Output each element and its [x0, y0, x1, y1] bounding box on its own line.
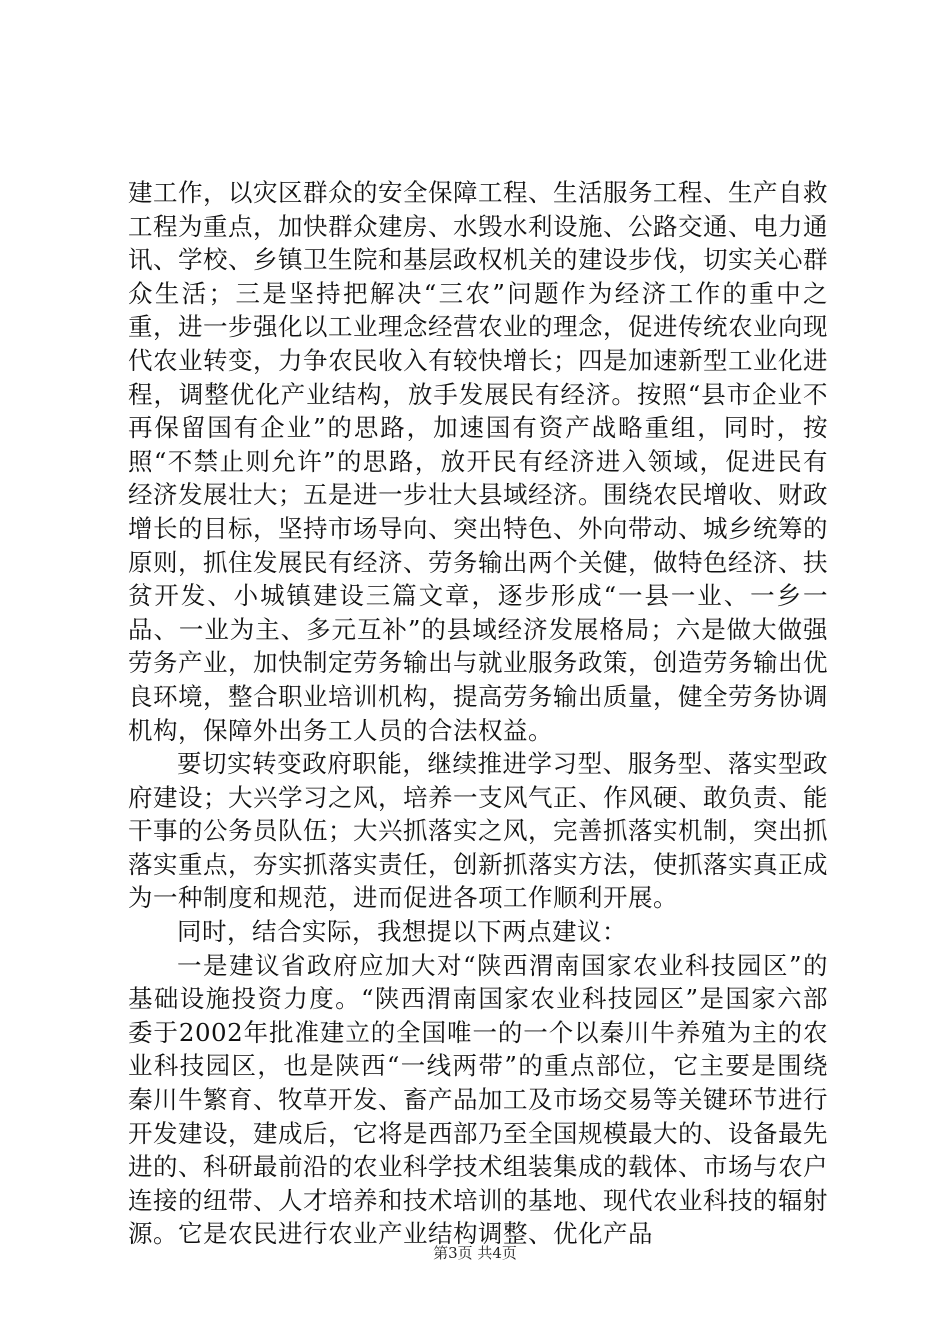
document-body	[128, 176, 828, 1251]
paragraph-2: 要切实转变政府职能，继续推进学习型、服务型、落实型政府建设；大兴学习之风，培养一支风气正、作风硬、敢负责、能干事的公务员队伍；大兴抓落实之风，完善抓落实机制，突出抓落实重点，夯实抓落实责任，创新抓落实方法，使抓落实真正成为一种制度和规范，进而促进各项工作顺利开展。	[128, 749, 828, 913]
paragraph-4: 一是建议省政府应加大对“陕西渭南国家农业科技园区”的基础设施投资力度。“陕西渭南国家农业科技园区”是国家六部委于2002年批准建立的全国唯一的一个以秦川牛养殖为主的农业科技园区，也是陕西“一线两带”的重点部位，它主要是围绕秦川牛繁育、牧草开发、畜产品加工及市场交易等关键环节进行开发建设，建成后，它将是西部乃至全国规模最大的、设备最先进的、科研最前沿的农业科学技术组装集成的载体、市场与农户连接的纽带、人才培养和技术培训的基地、现代农业科技的辐射源。它是农民进行农业产业结构调整、优化产品	[128, 950, 828, 1249]
paragraph-3: 同时，结合实际，我想提以下两点建议：	[177, 917, 627, 947]
paragraph-1: 建工作，以灾区群众的安全保障工程、生活服务工程、生产自救工程为重点，加快群众建房、水毁水利设施、公路交通、电力通讯、学校、乡镇卫生院和基层政权机关的建设步伐，切实关心群众生活；三是坚持把解决“三农”问题作为经济工作的重中之重，进一步强化以工业理念经营农业的理念，促进传统农业向现代农业转变，力争农民收入有较快增长；四是加速新型工业化进程，调整优化产业结构，放手发展民有经济。按照“县市企业不再保留国有企业”的思路，加速国有资产战略重组，同时，按照“不禁止则允许”的思路，放开民有经济进入领域，促进民有经济发展壮大；五是进一步壮大县域经济。围绕农民增收、财政增长的目标，坚持市场导向、突出特色、外向带动、城乡统筹的原则，抓住发展民有经济、劳务输出两个关健，做特色经济、扶贫开发、小城镇建设三篇文章，逐步形成“一县一业、一乡一品、一业为主、多元互补”的县域经济发展格局；六是做大做强劳务产业，加快制定劳务输出与就业服务政策，创造劳务输出优良环境，整合职业培训机构，提高劳务输出质量，健全劳务协调机构，保障外出务工人员的合法权益。	[128, 178, 828, 745]
page-footer: 第3页 共4页	[433, 1244, 517, 1262]
